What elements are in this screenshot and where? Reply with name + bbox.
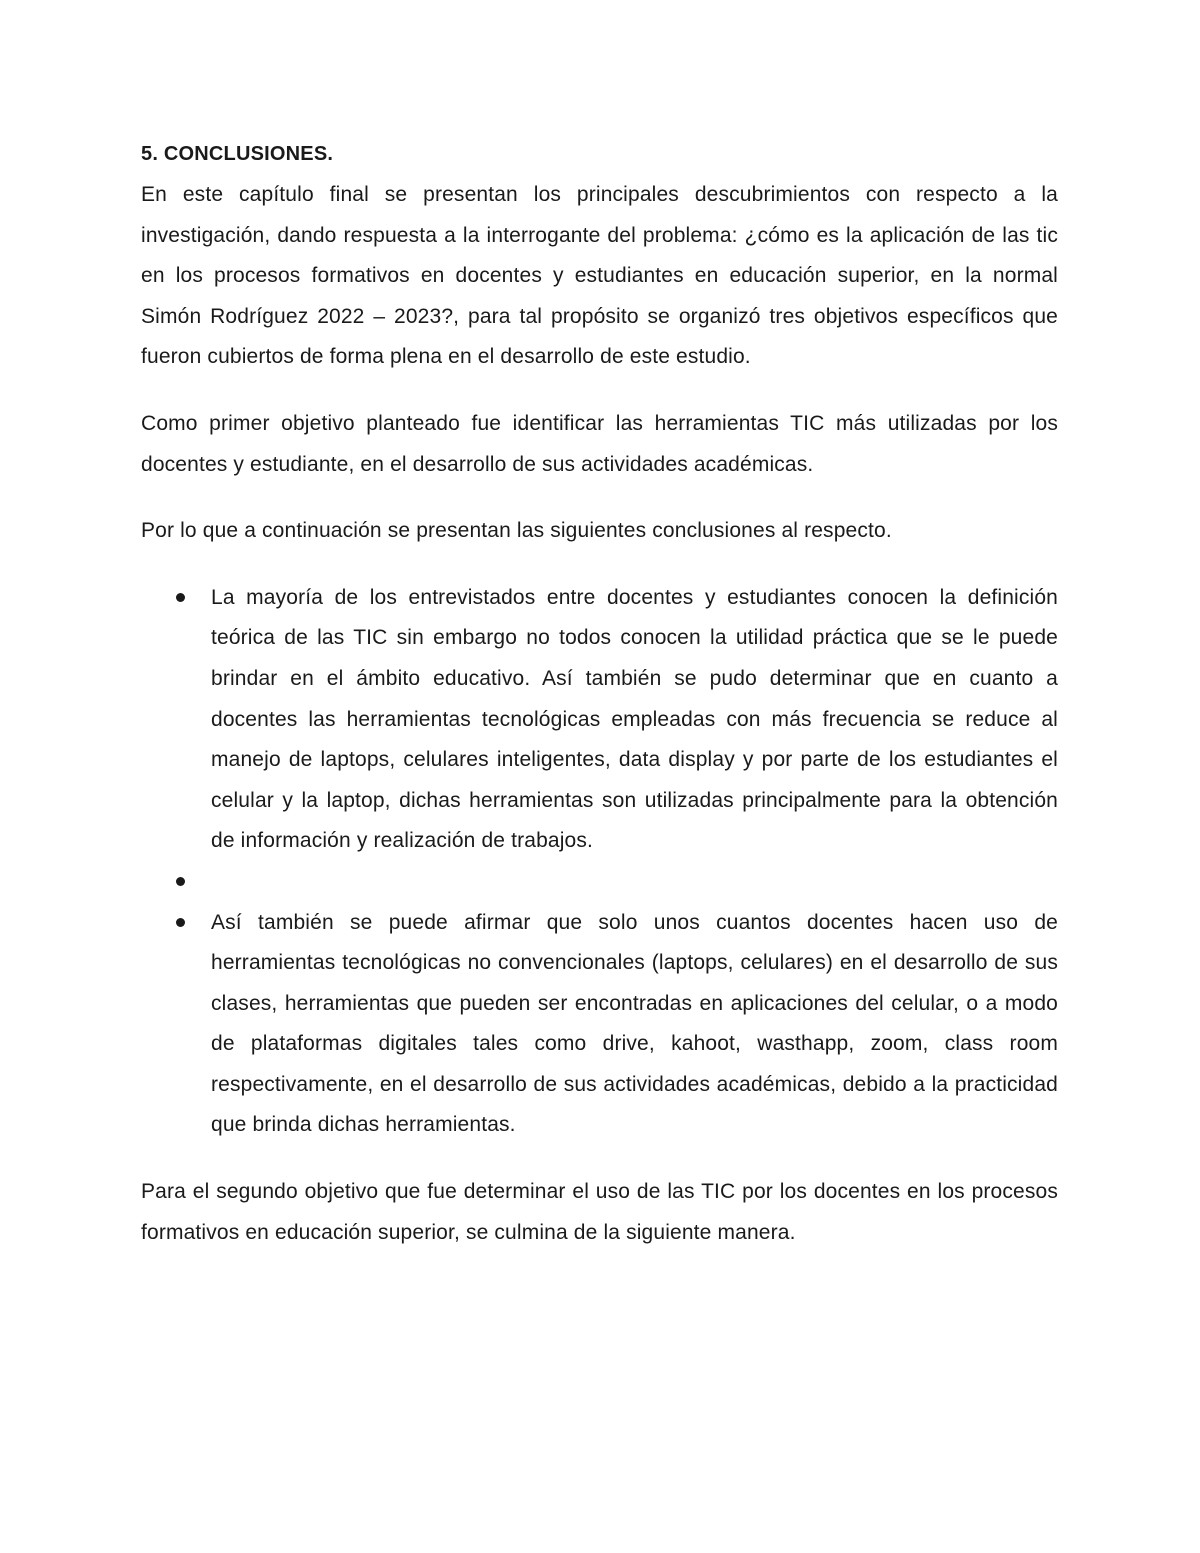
document-body (141, 141, 1058, 1253)
bullet-item (141, 903, 1058, 1147)
bullet-dot-icon (176, 593, 185, 602)
first-objective-paragraph: Como primer objetivo planteado fue identificar las herramientas TIC más utilizadas por los docentes y estudiante, en el desarrollo de sus actividades académicas. (141, 411, 1058, 476)
bullet-text: La mayoría de los entrevistados entre docentes y estudiantes conocen la definición teórica de las TIC sin embargo no todos conocen la utilidad práctica que se le puede brindar en el ámbito educativo. Así también se pudo determinar que en cuanto a docentes las herramientas tecnológicas empleadas con más frecuencia se reduce al manejo de laptops, celulares inteligentes, data display y por parte de los estudiantes el celular y la laptop, dichas herramientas son utilizadas principalmente para la obtención de información y realización de trabajos. (211, 585, 1058, 853)
bullet-dot-icon (176, 877, 185, 886)
bullet-item (141, 578, 1058, 862)
bullet-dot-icon (176, 918, 185, 927)
second-objective-paragraph: Para el segundo objetivo que fue determinar el uso de las TIC por los docentes en los procesos formativos en educación superior, se culmina de la siguiente manera. (141, 1180, 1058, 1244)
bullet-text: Así también se puede afirmar que solo unos cuantos docentes hacen uso de herramientas tecnológicas no convencionales (laptops, celulares) en el desarrollo de sus clases, herramientas que pueden ser encontradas en aplicaciones del celular, o a modo de plataformas digitales tales como drive, kahoot, wasthapp, zoom, class room respectivamente, en el desarrollo de sus actividades académicas, debido a la practicidad que brinda dichas herramientas. (211, 910, 1058, 1137)
bullet-item-empty (141, 862, 1058, 903)
conclusions-intro-paragraph: Por lo que a continuación se presentan las siguientes conclusiones al respecto. (141, 519, 892, 543)
intro-paragraph: En este capítulo final se presentan los principales descubrimientos con respecto a la investigación, dando respuesta a la interrogante del problema: ¿cómo es la aplicación de las tic en los procesos formativos en docentes y estudiantes en educación superior, en la normal Simón Rodríguez 2022 – 2023?, para tal propósito se organizó tres objetivos específicos que fueron cubiertos de forma plena en el desarrollo de este estudio. (141, 183, 1058, 369)
conclusions-bullet-list (141, 578, 1058, 1146)
section-heading: 5. CONCLUSIONES. (141, 143, 334, 165)
